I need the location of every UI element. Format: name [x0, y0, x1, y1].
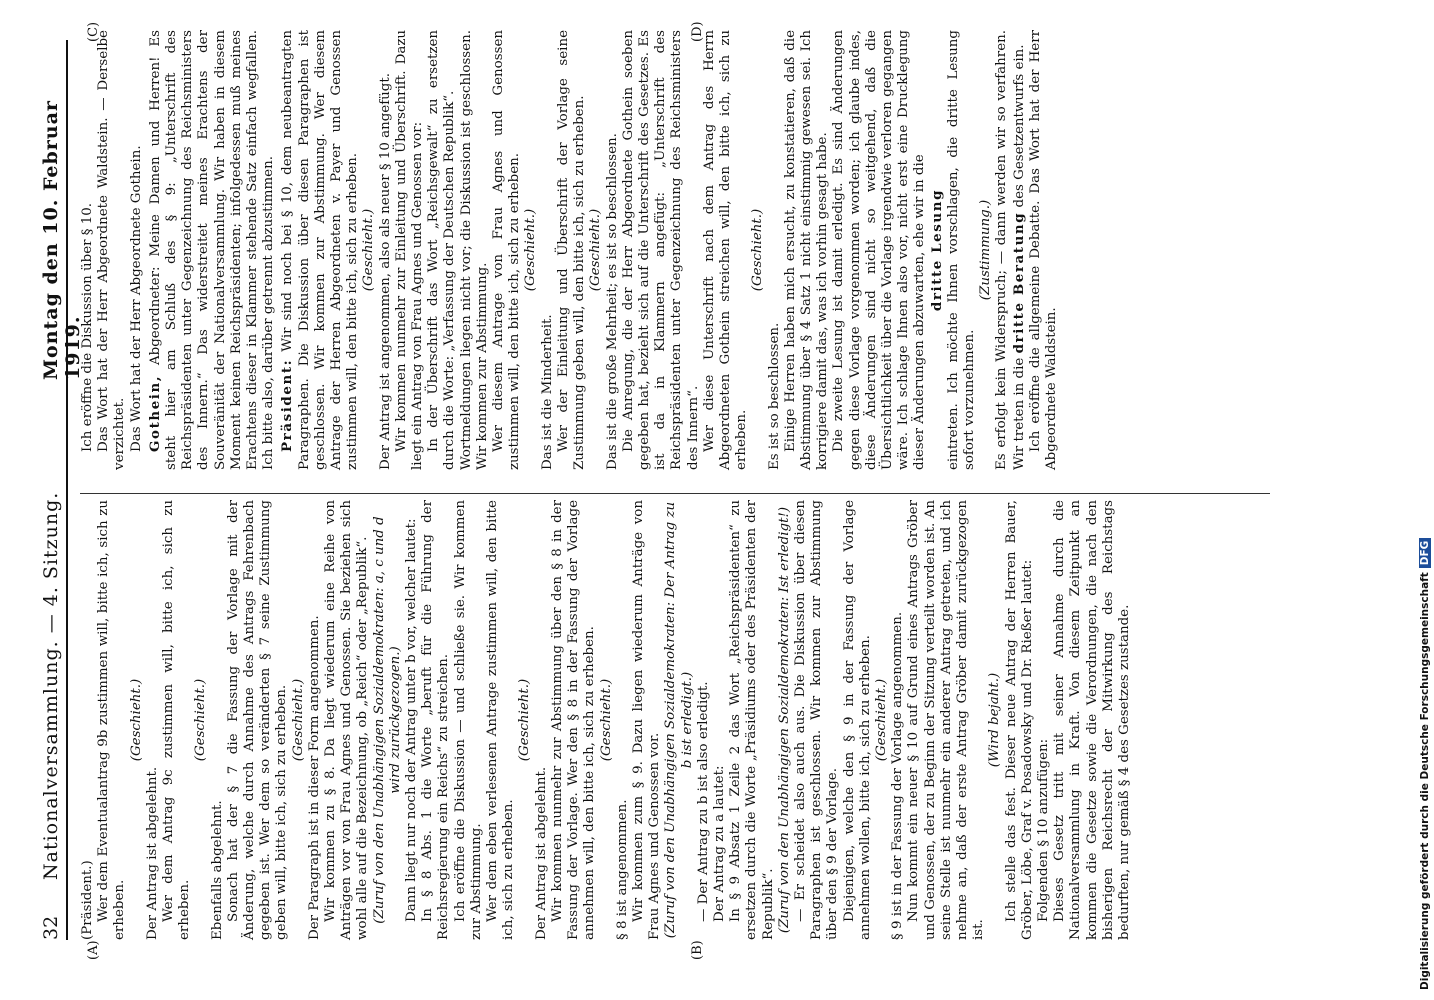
paragraph: — Er scheidet also auch aus. Die Diskussion über diesen Paragraphen ist geschlossen. Wir kommen zur Abstimmung über den § 9 der Vorlage. [792, 500, 841, 940]
speech: Wir sind noch bei § 10, dem neubeantragten Paragraphen. Die Diskussion über diesen Paragraphen ist geschlossen. Wir kommen zur Abstimmung. Wer diesem Antrage der Herren Abgeordneten v. Payer und Genossen zustimmen will, den bitte ich, sich zu erheben. [280, 30, 361, 470]
stage-direction: (Geschieht.) [750, 208, 766, 292]
paragraph: Wir kommen zu § 8. Da liegt wiederum eine Reihe von Anträgen vor von Frau Agnes und Genossen. Sie beziehen sich wohl alle auf die Bezeichnung, ob „Reich“ oder „Republik“. [323, 500, 371, 940]
speaker-label: (Präsident.) [80, 860, 95, 940]
stage-direction: (Geschieht.) [193, 678, 209, 762]
paragraph: Der Antrag ist abgelehnt. [144, 766, 160, 940]
paragraph: Wer dem Antrag 9c zustimmen will, bitte ich, sich zu erheben. [161, 500, 193, 940]
margin-marker-d: (D) [690, 21, 705, 42]
paragraph: Wer diese Unterschrift nach dem Antrag des Herrn Abgeordneten Gothein streichen will, den bitte ich, sich zu erheben. [701, 30, 750, 470]
stage-direction: (Geschieht.) [873, 678, 889, 762]
paragraph: Wer dem Eventualantrag 9b zustimmen will, bitte ich, sich zu erheben. [96, 500, 128, 940]
paragraph: des Gesetzentwurfs ein. [1011, 44, 1027, 208]
paragraph: Der Antrag ist angenommen, also als neuer § 10 angefügt. [377, 73, 393, 470]
paragraph: Wir kommen nunmehr zur Abstimmung über den § 8 in der Fassung der Vorlage. Wer den § 8 in der Fassung der Vorlage annehmen will, den bitte ich, sich zu erheben. [549, 500, 598, 940]
speech: Abgeordneter: Meine Damen und Herren! Es steht hier am Schluß des § 9: „Unterschrift des Reichspräsidenten unter Gegenzeichnung des Reichsministers des Innern.“ Das widerstreitet meines Erachtens der Souveränität der Nationalversammlung. Wir haben in diesem Moment keinen Reichspräsidenten; infolgedessen muß meines Erachtens dieser in Klammer stehende Satz einfach wegfallen. Ich bitte also, darüber getrennt abzustimmen. [147, 30, 277, 470]
paragraph: Wir kommen zum § 9. Dazu liegen wiederum Anträge von Frau Agnes und Genossen vor. [630, 500, 663, 940]
quoted-motion: In § 9 Absatz 1 Zeile 2 das Wort „Reichspräsidenten“ zu ersetzen durch die Worte „Präsidiums oder des Präsidenten der Republik“. [728, 500, 776, 940]
paragraph: Wer der Einleitung und Überschrift der Vorlage seine Zustimmung geben will, den bitte ich, sich zu erheben. [555, 30, 588, 470]
margin-marker-a: (A) [86, 940, 101, 960]
right-column [80, 30, 1060, 470]
column-rule [80, 493, 1270, 494]
margin-marker-b: (B) [690, 940, 705, 960]
margin-marker-c: (C) [86, 21, 101, 42]
stage-direction: (Geschieht.) [290, 678, 306, 762]
stage-direction: (Geschieht.) [588, 208, 604, 292]
paragraph: Einige Herren haben mich ersucht, zu konstatieren, daß die Abstimmung über § 4 Satz 1 nicht einstimmig gewesen sei. Ich korrigiere damit das, was ich vorhin gesagt habe. [782, 30, 831, 470]
paragraph: Wortmeldungen liegen nicht vor; die Diskussion ist geschlossen. Wir kommen zur Abstimmung. [458, 30, 490, 470]
paragraph: Ich stelle das fest. Dieser neue Antrag der Herren Bauer, Gröber, Löbe, Graf v. Posadowsky und Dr. Rießer lautet: [1003, 500, 1035, 940]
quoted-motion: Dieses Gesetz tritt mit seiner Annahme durch die Nationalversammlung in Kraft. Von diesem Zeitpunkt an kommen die Gesetze sowie die Verordnungen, die nach den bisherigen Reichsrecht der Mitwirkung des Reichstags bedurften, nur gemäß § 4 des Gesetzes zustande. [1052, 500, 1132, 940]
paragraph: § 9 ist in der Fassung der Vorlage angenommen. [890, 611, 906, 940]
paragraph: Ich eröffne die Diskussion über § 10. [80, 202, 95, 452]
quoted-motion: In § 8 Abs. 1 die Worte „beruft für die Führung der Reichsregierung ein Reichs“ zu streichen. [420, 500, 452, 940]
header-date: Montag den 10. Februar 1919. [40, 100, 84, 380]
interjection: (Zuruf von den Unabhängigen Sozialdemokraten: Ist erledigt!) [776, 506, 792, 934]
interjection: (Zuruf von den Unabhängigen Sozialdemokraten: Der Antrag zu b ist erledigt.) [663, 501, 695, 939]
paragraph: Folgenden § 10 anzufügen: [1035, 738, 1051, 922]
paragraph: Die zweite Lesung ist damit erledigt. Es sind Änderungen gegen diese Vorlage vorgenommen worden; ich glaube indes, diese Änderungen sind nicht so weitgehend, daß die Übersichtlichkeit über die Vorlage irgendwie verloren gegangen wäre. Ich schlage Ihnen also vor, nicht erst eine Drucklegung dieser Änderungen abzuwarten, ehe wir in die [831, 30, 928, 470]
paragraph: Das ist die Minderheit. [539, 314, 555, 470]
dfg-attribution [1419, 0, 1434, 990]
speaker-name: Gothein, [146, 374, 163, 452]
left-column [80, 500, 1133, 940]
attribution-text: Digitalisierung gefördert durch die Deutsche Forschungsgemeinschaft [1419, 572, 1431, 990]
stage-direction: (Zustimmung.) [978, 199, 994, 301]
stage-direction: (Geschieht.) [517, 678, 533, 762]
paragraph: Sonach hat der § 7 die Fassung der Vorlage mit der Änderung, welche durch Annahme des Antrags Fehrenbach gegeben ist. Wer dem so veränderten § 7 seine Zustimmung geben will, bitte ich, sich zu erheben. [225, 500, 290, 940]
paragraph: Es ist so beschlossen. [766, 322, 782, 470]
paragraph: Das Wort hat der Herr Abgeordnete Gothein. [128, 145, 144, 452]
paragraph: Das Wort hat der Herr Abgeordnete Waldstein. — Derselbe verzichtet. [96, 30, 128, 470]
section-heading: dritte Lesung [928, 188, 945, 312]
page-header [38, 40, 84, 940]
paragraph: — Der Antrag zu b ist also erledigt. [695, 681, 711, 922]
paragraph: Die Anregung, die der Herr Abgeordnete Gothein soeben gegeben hat, bezieht sich auf die Unterschrift des Gesetzes. Es ist da in Klammern angefügt: „Unterschrift des Reichspräsidenten unter Gegenzeichnung des Reichsministers des Innern“. [620, 30, 701, 470]
paragraph: Ich eröffne die allgemeine Debatte. Das Wort hat der Herr Abgeordnete Waldstein. [1027, 30, 1059, 470]
paragraph: Ebenfalls abgelehnt. [209, 800, 225, 940]
page-number: 32 [40, 915, 62, 940]
stage-direction: (Geschieht.) [598, 678, 614, 762]
section-heading: dritte Beratung [1010, 211, 1027, 354]
paragraph: Der Antrag zu a lautet: [711, 765, 727, 922]
paragraph: eintreten. Ich möchte Ihnen vorschlagen, die dritte Lesung sofort vorzunehmen. [945, 30, 977, 470]
quoted-motion: In der Überschrift das Wort „Reichsgewalt“ zu ersetzen durch die Worte: „Verfassung der Deutschen Republik“. [426, 30, 458, 470]
stage-direction: (Geschieht.) [128, 678, 144, 762]
paragraph: Wer diesem Antrage von Frau Agnes und Genossen zustimmen will, den bitte ich, sich zu erheben. [491, 30, 523, 470]
paragraph: Der Antrag ist abgelehnt. [533, 766, 549, 940]
paragraph: Das ist die große Mehrheit; es ist so beschlossen. [604, 133, 620, 470]
dfg-logo: DFG [1419, 538, 1431, 569]
header-session: Nationalversammlung. — 4. Sitzung. [40, 491, 62, 880]
stage-direction: (Geschieht.) [361, 208, 377, 292]
paragraph: Ich eröffne die Diskussion — und schließe sie. Wir kommen zur Abstimmung. [452, 500, 484, 940]
paragraph: § 8 ist angenommen. [614, 799, 630, 940]
paragraph: Wir kommen nunmehr zur Einleitung und Überschrift. Dazu liegt ein Antrag von Frau Agnes und Genossen vor: [393, 30, 426, 470]
stage-direction: (Geschieht.) [523, 208, 539, 292]
paragraph: Wer dem eben verlesenen Antrage zustimmen will, den bitte ich, sich zu erheben. [485, 500, 517, 940]
stage-direction: (Wird bejaht.) [987, 672, 1003, 768]
speaker-name: Präsident: [279, 358, 296, 452]
paragraph: Es erfolgt kein Widerspruch; — dann werden wir so verfahren. Wir treten in die [994, 30, 1027, 470]
paragraph: Diejenigen, welche den § 9 in der Fassung der Vorlage annehmen wollen, bitte ich, sich zu erheben. [841, 500, 873, 940]
paragraph: Der Paragraph ist in dieser Form angenommen. [306, 615, 322, 940]
paragraph: Nun kommt ein neuer § 10 auf Grund eines Antrags Gröber und Genossen, der zu Beginn der Sitzung verteilt worden ist. An seine Stelle ist nunmehr ein anderer Antrag getreten, und ich nehme an, daß der erste Antrag Gröber damit zurückgezogen ist. [906, 500, 987, 940]
interjection: (Zuruf von den Unabhängigen Sozialdemokraten: a, c und d wird zurückgezogen.) [371, 516, 403, 924]
paragraph: Dann liegt nur noch der Antrag unter b vor, welcher lautet: [404, 518, 420, 922]
